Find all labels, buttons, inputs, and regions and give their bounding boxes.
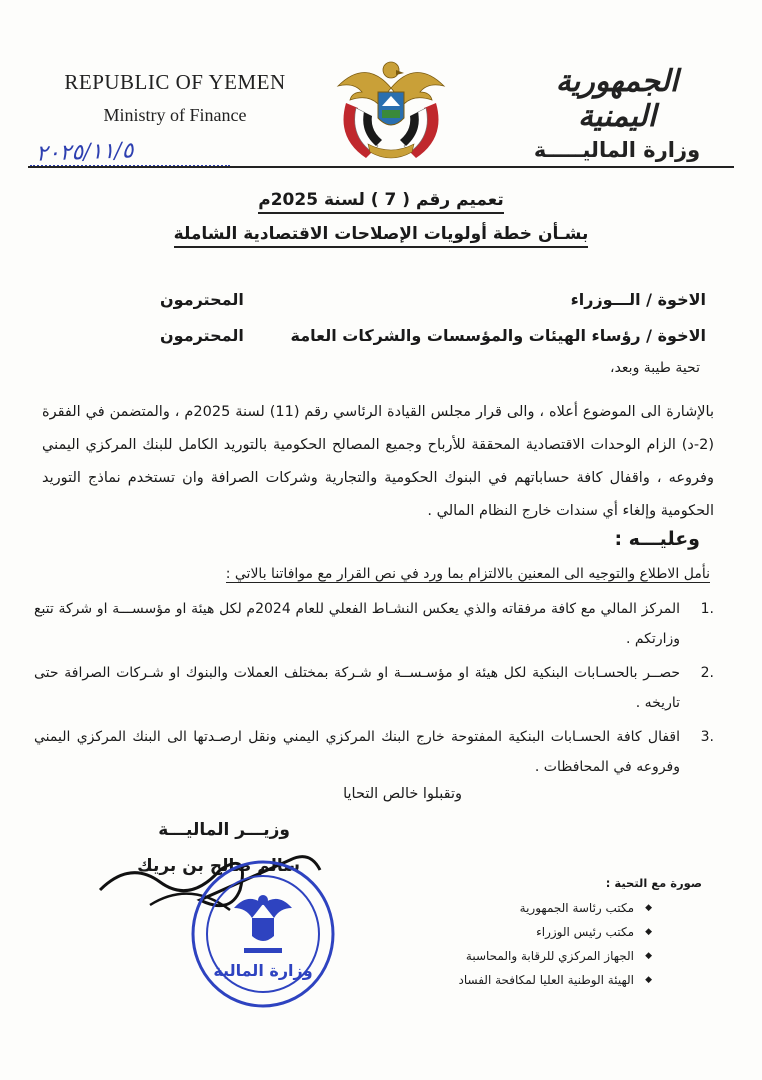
ministry-name-ar: وزارة الماليـــــة <box>533 138 701 162</box>
list-item-text: اقفال كافة الحسـابات البنكية المفتوحة خارج البنك المركزي اليمني ونقل ارصـدتها الى البنك المركزي اليمني وفروعه في المحافظات . <box>34 729 680 775</box>
ministry-name-en: Ministry of Finance <box>103 105 247 125</box>
cc-item <box>332 968 652 992</box>
header-divider <box>28 166 734 168</box>
circular-subject: بشـأن خطة أولويات الإصلاحات الاقتصادية الشاملة <box>0 224 762 244</box>
handwritten-reference-date: ٢٠٢٥/١١/٥ <box>35 138 134 167</box>
list-item <box>34 722 714 782</box>
addressee-to-2: الاخوة / رؤساء الهيئات والمؤسسات والشركات العامة <box>290 326 706 345</box>
cc-item <box>332 896 652 920</box>
signatory-name: سالم صالح بن بريك <box>137 856 300 876</box>
diamond-bullet-icon: ◆ <box>645 951 652 961</box>
list-item-number: .3 <box>700 729 714 745</box>
cc-item <box>332 944 652 968</box>
letterhead-arabic <box>512 64 722 162</box>
cc-item-label: الهيئة الوطنية العليا لمكافحة الفساد <box>458 973 634 987</box>
ministry-seal-stamp-icon <box>188 858 338 1010</box>
stamp-text: وزارة المالية <box>213 961 313 980</box>
list-item <box>34 658 714 718</box>
cc-heading: صورة مع التحية : <box>605 876 702 890</box>
addressee-to-1: الاخوة / الـــوزراء <box>570 290 706 309</box>
addressee-honorific-1: المحترمون <box>160 290 244 309</box>
request-line: نأمل الاطلاع والتوجيه الى المعنين بالالتزام بما ورد في نص القرار مع موافاتنا بالاتي : <box>225 566 710 582</box>
yemen-eagle-emblem-icon <box>316 48 466 166</box>
greeting: تحية طيبة وبعد، <box>610 360 700 376</box>
closing-line: وتقبلوا خالص التحايا <box>343 786 462 802</box>
list-item-text: المركز المالي مع كافة مرفقاته والذي يعكس النشـاط الفعلي للعام 2024م لكل هيئة او مؤسســـة او شركة تتبع وزارتكم . <box>34 601 680 647</box>
cc-list <box>332 896 652 992</box>
signatory-title: وزيـــر الماليـــة <box>158 820 290 840</box>
cc-item-label: الجهاز المركزي للرقابة والمحاسبة <box>465 949 634 963</box>
country-name-ar: الجمهورية اليمنية <box>555 64 679 134</box>
list-item-number: .1 <box>700 601 714 617</box>
requirements-list <box>34 594 714 782</box>
therefore-heading: وعليـــه : <box>614 528 700 550</box>
country-name-en: REPUBLIC OF YEMEN <box>64 70 286 94</box>
diamond-bullet-icon: ◆ <box>645 975 652 985</box>
diamond-bullet-icon: ◆ <box>645 927 652 937</box>
circular-number: تعميم رقم ( 7 ) لسنة 2025م <box>0 190 762 210</box>
list-item-text: حصــر بالحسـابات البنكية لكل هيئة او مؤسـســة او شـركة بمختلف العملات والبنوك او شـركات الصرافة حتى تاريخه . <box>34 665 680 711</box>
cc-item <box>332 920 652 944</box>
addressee-honorific-2: المحترمون <box>160 326 244 345</box>
list-item-number: .2 <box>700 665 714 681</box>
body-paragraph: بالإشارة الى الموضوع أعلاه ، والى قرار مجلس القيادة الرئاسي رقم (11) لسنة 2025م ، والمتضمن في الفقرة (2-د) الزام الوحدات الاقتصادية المحققة للأرباح وجميع المصالح الحكومية بالتوريد الكامل للبنك المركزي اليمني وفروعه ، واقفال كافة حساباتهم في البنوك الحكومية والتجارية وشركات الصرافة وان تستخدم نماذج التوريد الحكومية وإلغاء أي سندات خارج النظام المالي . <box>42 404 715 519</box>
cc-item-label: مكتب رئاسة الجمهورية <box>519 901 634 915</box>
letterhead-english <box>50 70 300 126</box>
list-item <box>34 594 714 654</box>
diamond-bullet-icon: ◆ <box>645 903 652 913</box>
cc-item-label: مكتب رئيس الوزراء <box>536 925 634 939</box>
